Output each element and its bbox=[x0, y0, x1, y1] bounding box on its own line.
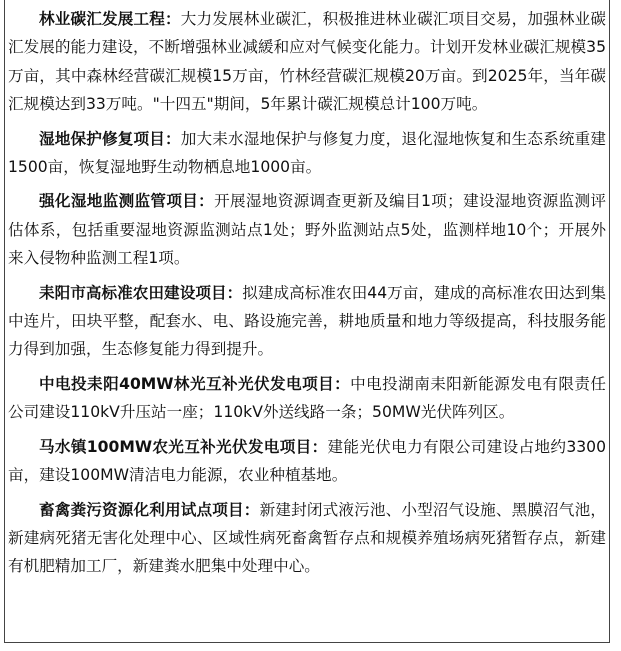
paragraph-forest-solar-project bbox=[8, 370, 606, 427]
paragraph-wetland-restoration bbox=[8, 125, 606, 182]
paragraph-farmland-construction bbox=[8, 279, 606, 364]
paragraph-heading: 湿地保护修复项目： bbox=[39, 129, 181, 148]
document-frame bbox=[4, 0, 610, 643]
paragraph-heading: 马水镇100MW农光互补光伏发电项目： bbox=[39, 437, 328, 456]
paragraph-text: 拟建成高标准农田44万亩，建成的高标准农田达到集中连片，田块平整，配套水、电、路设施完善，耕地质量和地力等级提高，科技服务能力得到加强，生态修复能力得到提升。 bbox=[8, 283, 606, 359]
paragraph-text: 建能光伏电力有限公司建设占地约3300亩，建设100MW清洁电力能源，农业种植基地。 bbox=[8, 437, 606, 485]
paragraph-text: 大力发展林业碳汇，积极推进林业碳汇项目交易，加强林业碳汇发展的能力建设，不断增强林业减緩和应对气候变化能力。计划开发林业碳汇规模35万亩，其中森林经营碳汇规模15万亩，竹林经营碳汇规模20万亩。到2025年，当年碳汇规模达到33万吨。"十四五"期间，5年累计碳汇规模总计100万吨。 bbox=[8, 10, 606, 114]
paragraph-text: 加大耒水湿地保护与修复力度，退化湿地恢复和生态系统重建1500亩，恢复湿地野生动物栖息地1000亩。 bbox=[8, 129, 606, 177]
paragraph-text: 开展湿地资源调查更新及编目1项；建设湿地资源监测评估体系，包括重要湿地资源监测站点1处；野外监测站点5处，监测样地10个；开展外来入侵物种监测工程1项。 bbox=[8, 192, 606, 268]
paragraph-livestock-manure-pilot bbox=[8, 496, 606, 581]
paragraph-wetland-monitoring bbox=[8, 187, 606, 272]
paragraph-heading: 畜禽粪污资源化利用试点项目： bbox=[39, 500, 260, 519]
document-body bbox=[8, 5, 606, 587]
paragraph-forestry-carbon-sink bbox=[8, 5, 606, 119]
paragraph-heading: 中电投耒阳40MW林光互补光伏发电项目： bbox=[39, 374, 351, 393]
paragraph-text: 中电投湖南耒阳新能源发电有限责任公司建设110kV升压站一座；110kV外送线路一条；50MW光伏阵列区。 bbox=[8, 374, 606, 422]
paragraph-heading: 林业碳汇发展工程： bbox=[39, 10, 181, 28]
paragraph-agri-solar-project bbox=[8, 433, 606, 490]
paragraph-heading: 强化湿地监测监管项目： bbox=[39, 192, 215, 211]
paragraph-text: 新建封闭式液污池、小型沼气设施、黑膜沼气池，新建病死猪无害化处理中心、区域性病死畜禽暂存点和规模养殖场病死猪暂存点，新建有机肥精加工厂，新建粪水肥集中处理中心。 bbox=[8, 500, 606, 576]
paragraph-heading: 耒阳市高标准农田建设项目： bbox=[39, 283, 243, 302]
